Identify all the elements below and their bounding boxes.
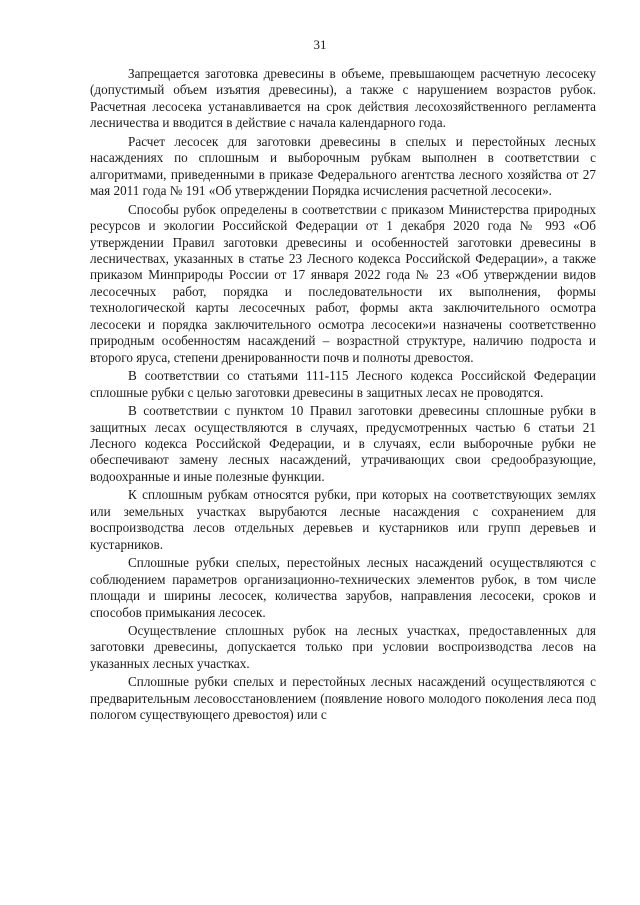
paragraph: Сплошные рубки спелых, перестойных лесных насаждений осуществляются с соблюдением параметров организационно-технических элементов рубок, в том числе площади и ширины лесосек, количества зарубов, направления лесосеки, сроков и способов примыкания лесосек. xyxy=(90,555,596,620)
page-number: 31 xyxy=(313,37,327,52)
body-text xyxy=(90,66,596,724)
paragraph: К сплошным рубкам относятся рубки, при которых на соответствующих землях или земельных участках вырубаются лесные насаждения с сохранением для воспроизводства лесов отдельных деревьев и кустарников или групп деревьев и кустарников. xyxy=(90,487,596,552)
paragraph: Способы рубок определены в соответствии с приказом Министерства природных ресурсов и экологии Российской Федерации от 1 декабря 2020 года № 993 «Об утверждении Правил заготовки древесины и особенностей заготовки древесины в лесничествах, указанных в статье 23 Лесного кодекса Российской Федерации», а также приказом Минприроды России от 17 января 2022 года № 23 «Об утверждении видов лесосечных работ, порядка и последовательности их выполнения, формы технологической карты лесосечных работ, формы акта заключительного осмотра лесосеки и порядка заключительного осмотра лесосеки»и назначены соответственно природным особенностям насаждений – возрастной структуре, наличию подроста и второго яруса, степени дренированности почв и полноты древостоя. xyxy=(90,201,596,365)
paragraph: Сплошные рубки спелых и перестойных лесных насаждений осуществляются с предварительным лесовосстановлением (появление нового молодого поколения леса под пологом существующего древостоя) или с xyxy=(90,674,596,723)
paragraph: Осуществление сплошных рубок на лесных участках, предоставленных для заготовки древесины, допускается только при условии воспроизводства лесов на указанных лесных участках. xyxy=(90,622,596,671)
paragraph: Запрещается заготовка древесины в объеме, превышающем расчетную лесосеку (допустимый объем изъятия древесины), а также с нарушением возрастов рубок. Расчетная лесосека устанавливается на срок действия лесохозяйственного регламента лесничества и вводится в действие с начала календарного года. xyxy=(90,66,596,131)
paragraph: В соответствии со статьями 111-115 Лесного кодекса Российской Федерации сплошные рубки с целью заготовки древесины в защитных лесах не проводятся. xyxy=(90,368,596,400)
paragraph: В соответствии с пунктом 10 Правил заготовки древесины сплошные рубки в защитных лесах осуществляются в случаях, предусмотренных частью 6 статьи 21 Лесного кодекса Российской Федерации, и в случаях, если выборочные рубки не обеспечивают замену лесных насаждений, утрачивающих свои средообразующие, водоохранные и иные полезные функции. xyxy=(90,403,596,484)
paragraph: Расчет лесосек для заготовки древесины в спелых и перестойных лесных насаждениях по сплошным и выборочным рубкам выполнен в соответствии с алгоритмами, приведенными в приказе Федерального агентства лесного хозяйства от 27 мая 2011 года № 191 «Об утверждении Порядка исчисления расчетной лесосеки». xyxy=(90,133,596,199)
